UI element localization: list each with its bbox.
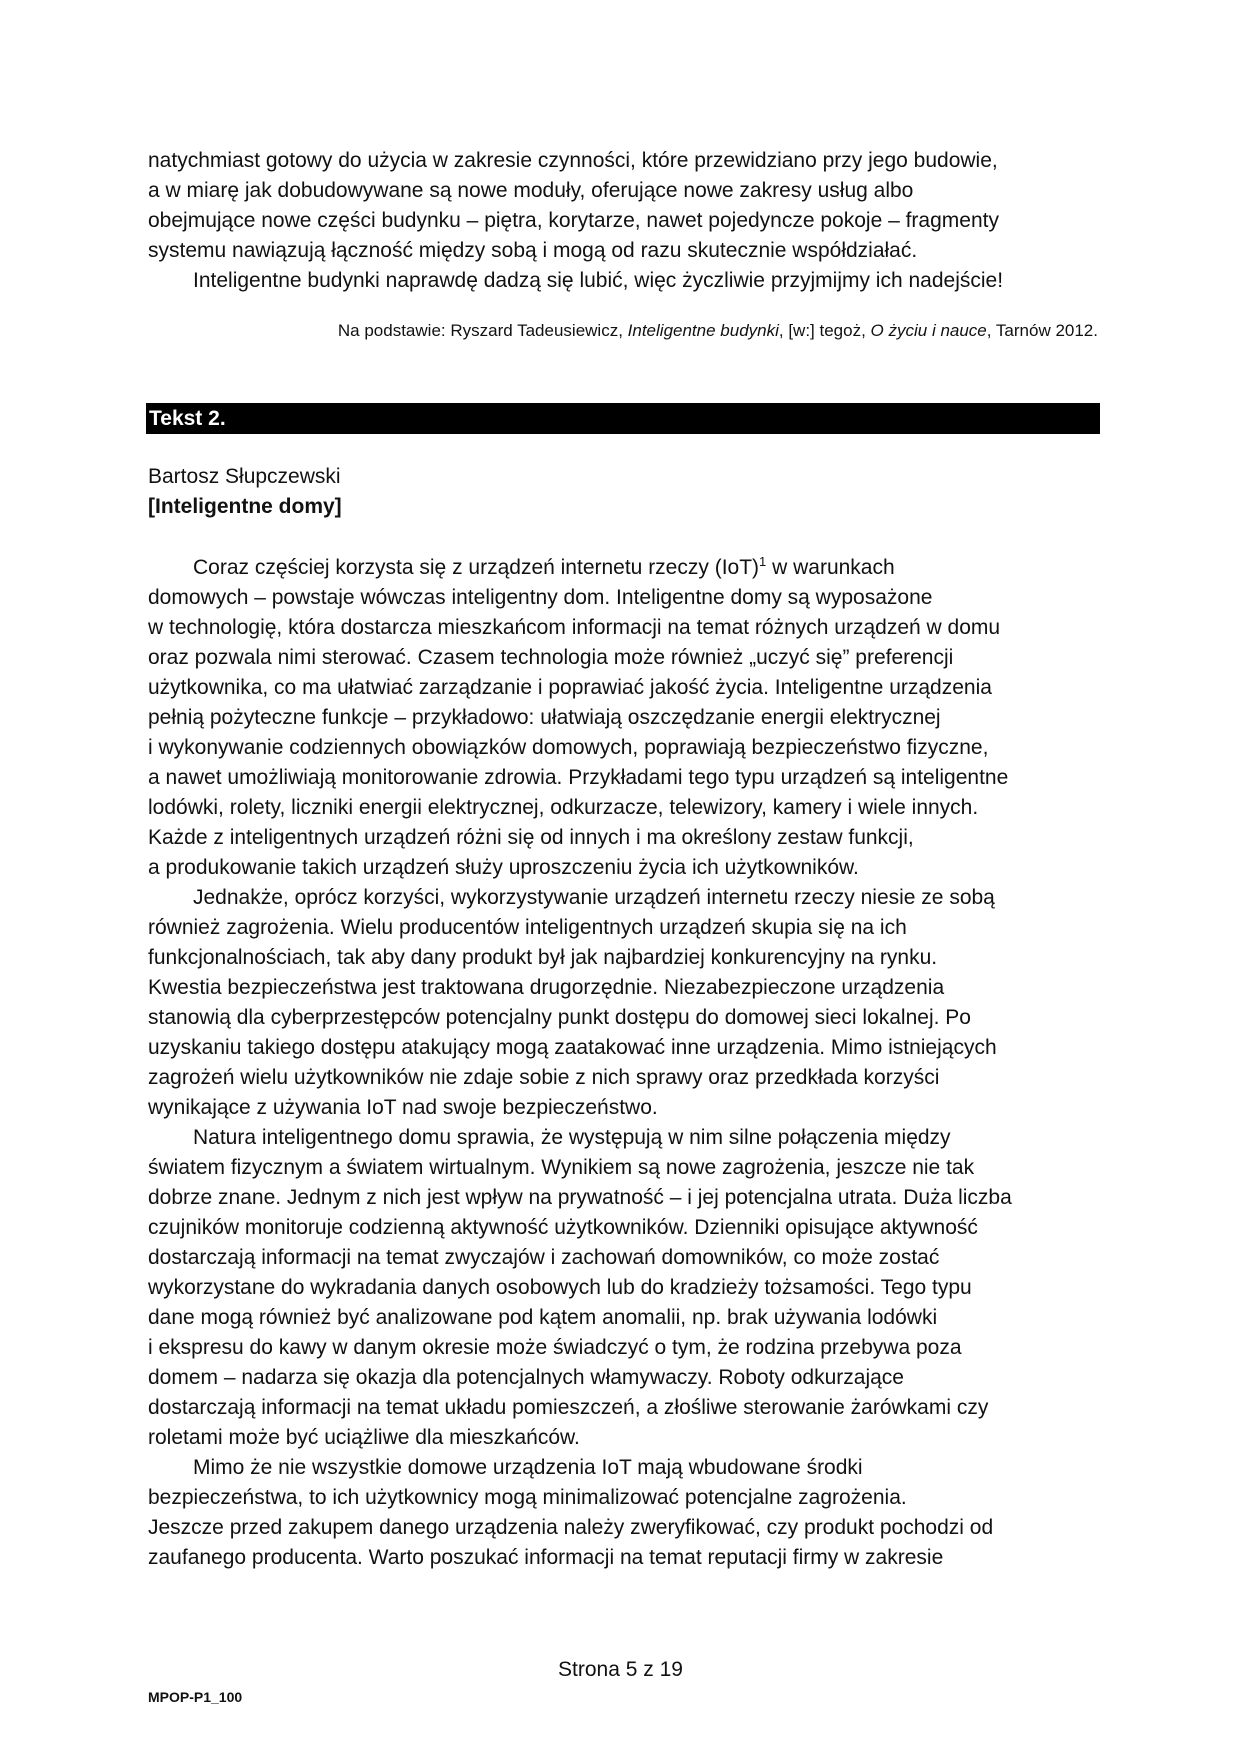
source-citation	[148, 320, 1098, 342]
text-line: Jednakże, oprócz korzyści, wykorzystywanie urządzeń internetu rzeczy niesie ze sobą	[193, 886, 995, 909]
article-author: Bartosz Słupczewski	[148, 465, 341, 488]
text-line: oraz pozwala nimi sterować. Czasem technologia może również „uczyć się” preferencji	[148, 646, 954, 669]
text-line: a produkowanie takich urządzeń służy uproszczeniu życia ich użytkowników.	[148, 856, 859, 879]
text-line: natychmiast gotowy do użycia w zakresie czynności, które przewidziano przy jego budowie,	[148, 149, 998, 172]
text-line: czujników monitoruje codzienną aktywność użytkowników. Dzienniki opisujące aktywność	[148, 1216, 978, 1239]
text-line: systemu nawiązują łączność między sobą i mogą od razu skutecznie współdziałać.	[148, 239, 918, 262]
text-line: zaufanego producenta. Warto poszukać informacji na temat reputacji firmy w zakresie	[148, 1546, 944, 1569]
text-line: domem – nadarza się okazja dla potencjalnych włamywaczy. Roboty odkurzające	[148, 1366, 904, 1389]
text-line: a w miarę jak dobudowywane są nowe moduły, oferujące nowe zakresy usług albo	[148, 179, 914, 202]
text-line: Inteligentne budynki naprawdę dadzą się lubić, więc życzliwie przyjmijmy ich nadejście!	[193, 269, 1004, 292]
text-line: pełnią pożyteczne funkcje – przykładowo: ułatwiają oszczędzanie energii elektrycznej	[148, 706, 941, 729]
text-line: Każde z inteligentnych urządzeń różni się od innych i ma określony zestaw funkcji,	[148, 826, 914, 849]
footnote-marker: 1	[759, 554, 767, 569]
text-line: funkcjonalnościach, tak aby dany produkt był jak najbardziej konkurencyjny na rynku.	[148, 946, 938, 969]
intro-paragraph	[148, 146, 1098, 296]
text-line: bezpieczeństwa, to ich użytkownicy mogą minimalizować potencjalne zagrożenia.	[148, 1486, 907, 1509]
text-line: Mimo że nie wszystkie domowe urządzenia IoT mają wbudowane środki	[193, 1456, 863, 1479]
citation-prefix: Na podstawie: Ryszard Tadeusiewicz,	[337, 321, 628, 340]
text-line: również zagrożenia. Wielu producentów inteligentnych urządzeń skupia się na ich	[148, 916, 907, 939]
text-line: zagrożeń wielu użytkowników nie zdaje sobie z nich sprawy oraz przedkłada korzyści	[148, 1066, 940, 1089]
text-line: dostarczają informacji na temat układu pomieszczeń, a złośliwe sterowanie żarówkami czy	[148, 1396, 989, 1419]
citation-collection-title: O życiu i nauce	[870, 321, 987, 340]
citation-middle: , [w:] tegoż,	[778, 321, 871, 340]
text-line: stanowią dla cyberprzestępców potencjalny punkt dostępu do domowej sieci lokalnej. Po	[148, 1006, 971, 1029]
text-line: Kwestia bezpieczeństwa jest traktowana drugorzędnie. Niezabezpieczone urządzenia	[148, 976, 945, 999]
text-line: a nawet umożliwiają monitorowanie zdrowia. Przykładami tego typu urządzeń są inteligentne	[148, 766, 1009, 789]
text-line: lodówki, rolety, liczniki energii elektrycznej, odkurzacze, telewizory, kamery i wiele innych.	[148, 796, 979, 819]
article-body	[148, 553, 1098, 1573]
text-fragment: Coraz częściej korzysta się z urządzeń internetu rzeczy (IoT)	[193, 556, 760, 579]
text-line: dobrze znane. Jednym z nich jest wpływ na prywatność – i jej potencjalna utrata. Duża liczba	[148, 1186, 1012, 1209]
section-header: Tekst 2.	[146, 403, 1100, 434]
text-line: Jeszcze przed zakupem danego urządzenia należy zweryfikować, czy produkt pochodzi od	[148, 1516, 994, 1539]
text-line: światem fizycznym a światem wirtualnym. Wynikiem są nowe zagrożenia, jeszcze nie tak	[148, 1156, 975, 1179]
text-line	[148, 553, 1098, 583]
text-line: wykorzystane do wykradania danych osobowych lub do kradzieży tożsamości. Tego typu	[148, 1276, 972, 1299]
text-line: i ekspresu do kawy w danym okresie może świadczyć o tym, że rodzina przebywa poza	[148, 1336, 962, 1359]
text-line: i wykonywanie codziennych obowiązków domowych, poprawiają bezpieczeństwo fizyczne,	[148, 736, 989, 759]
exam-code: MPOP-P1_100	[148, 1689, 243, 1705]
text-line: Natura inteligentnego domu sprawia, że występują w nim silne połączenia między	[193, 1126, 951, 1149]
text-line: domowych – powstaje wówczas inteligentny dom. Inteligentne domy są wyposażone	[148, 586, 933, 609]
citation-suffix: , Tarnów 2012.	[986, 321, 1098, 340]
citation-work-title: Inteligentne budynki	[627, 321, 779, 340]
text-line: dostarczają informacji na temat zwyczajów i zachowań domowników, co może zostać	[148, 1246, 940, 1269]
text-line: roletami może być uciążliwe dla mieszkańców.	[148, 1426, 580, 1449]
text-line: wynikające z używania IoT nad swoje bezpieczeństwo.	[148, 1096, 658, 1119]
text-line: użytkownika, co ma ułatwiać zarządzanie i poprawiać jakość życia. Inteligentne urządzenia	[148, 676, 992, 699]
page-number: Strona 5 z 19	[558, 1658, 683, 1681]
text-fragment: w warunkach	[766, 556, 895, 579]
text-line: obejmujące nowe części budynku – piętra, korytarze, nawet pojedyncze pokoje – fragmenty	[148, 209, 999, 232]
text-line: dane mogą również być analizowane pod kątem anomalii, np. brak używania lodówki	[148, 1306, 938, 1329]
article-title: [Inteligentne domy]	[148, 495, 342, 518]
text-line: w technologię, która dostarcza mieszkańcom informacji na temat różnych urządzeń w domu	[148, 616, 1001, 639]
text-line: uzyskaniu takiego dostępu atakujący mogą zaatakować inne urządzenia. Mimo istniejących	[148, 1036, 997, 1059]
